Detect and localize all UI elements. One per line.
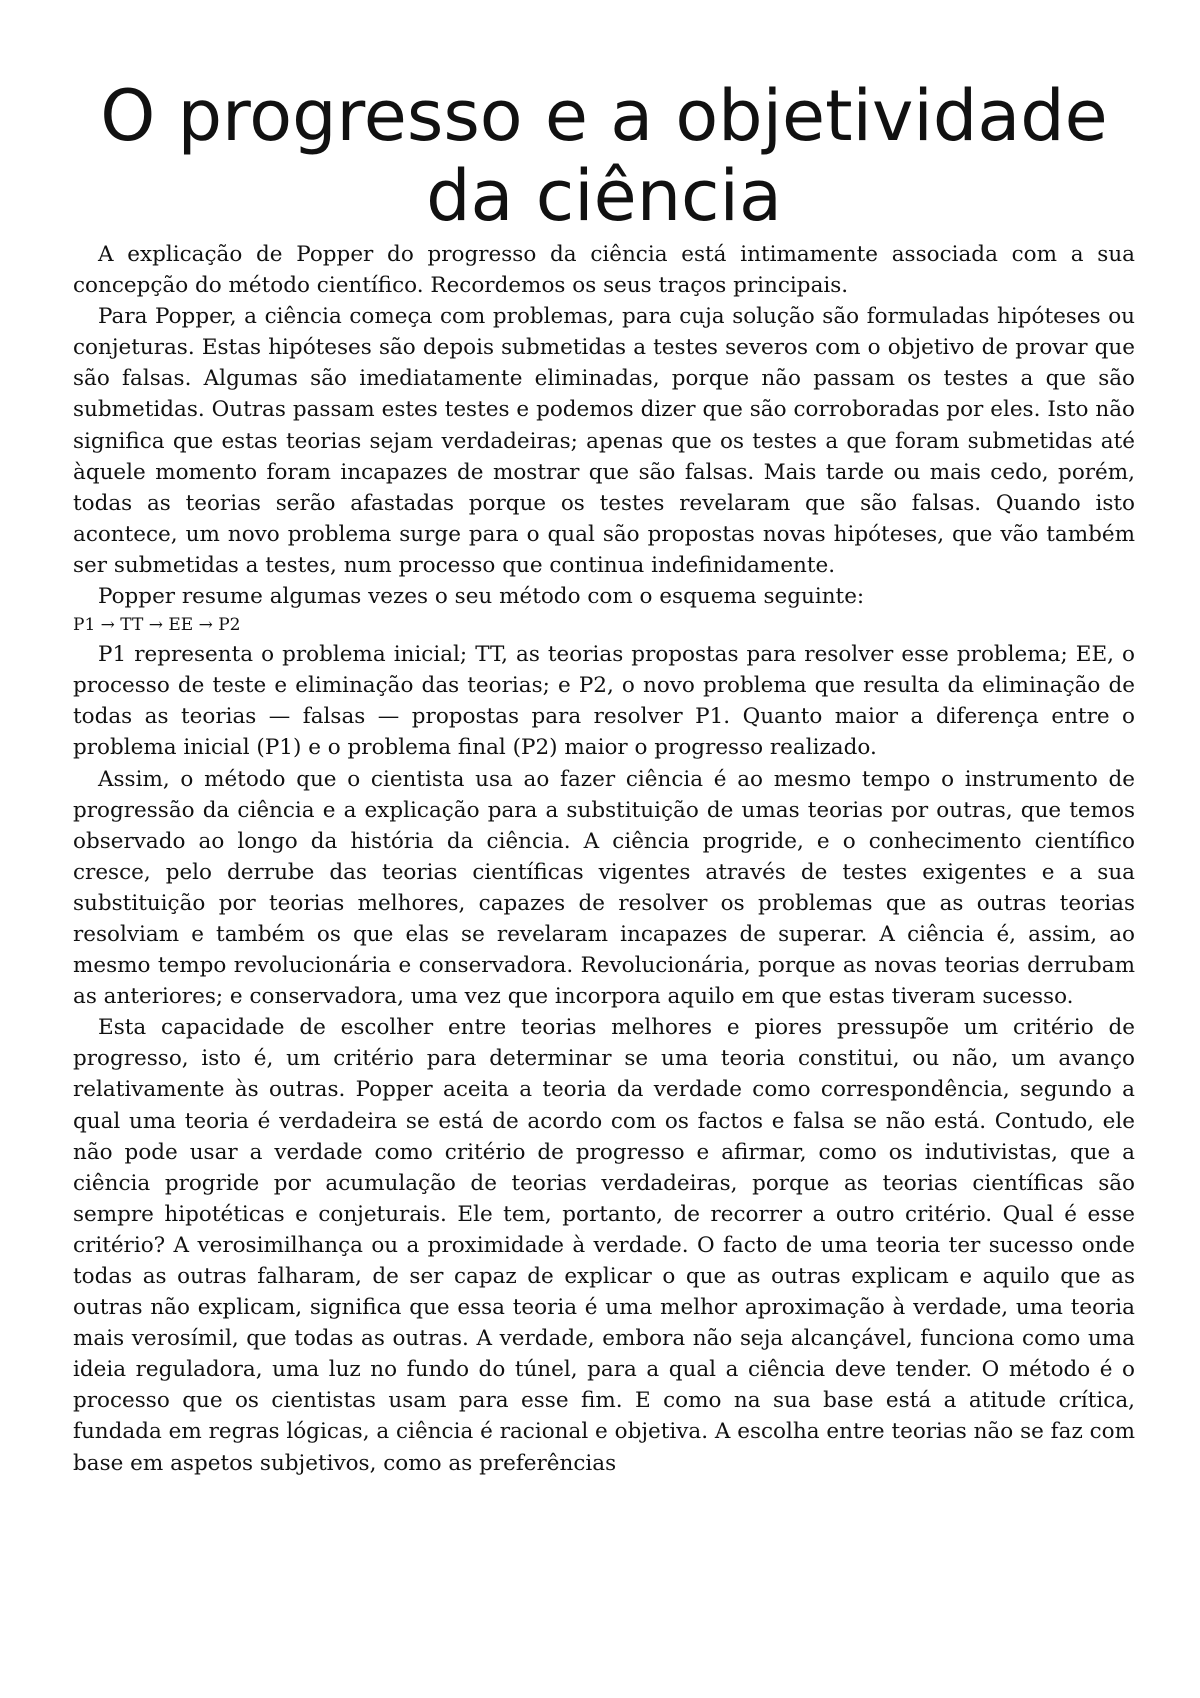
paragraph-method: Para Popper, a ciência começa com problemas, para cuja solução são formuladas hipóteses ou conjeturas. Estas hipóteses são depois submetidas a testes severos com o objetivo de provar que são falsas. Algumas são imediatamente eliminadas, porque não passam os testes a que são submetidas. Outras passam estes testes e podemos dizer que são corroboradas por eles. Isto não significa que estas teorias sejam verdadeiras; apenas que os testes a que foram submetidas até àquele momento foram incapazes de mostrar que são falsas. Mais tarde ou mais cedo, porém, todas as teorias serão afastadas porque os testes revelaram que são falsas. Quando isto acontece, um novo problema surge para o qual são propostas novas hipóteses, que vão também ser submetidas a testes, num processo que continua indefinidamente. [73, 304, 1135, 578]
scheme-formula: P1 → TT → EE → P2 [73, 615, 241, 636]
paragraph-scheme-explanation: P1 representa o problema inicial; TT, as teorias propostas para resolver esse problema; EE, o processo de teste e eliminação das teorias; e P2, o novo problema que resulta da eliminação de todas as teorias — falsas — propostas para resolver P1. Quanto maior a diferença entre o problema inicial (P1) e o problema final (P2) maior o progresso realizado. [73, 642, 1135, 761]
paragraph-scheme-intro: Popper resume algumas vezes o seu método com o esquema seguinte: [98, 584, 865, 610]
document-title: O progresso e a objetividade da ciência [100, 75, 1108, 237]
paragraph-criterion: Esta capacidade de escolher entre teorias melhores e piores pressupõe um critério de progresso, isto é, um critério para determinar se uma teoria constitui, ou não, um avanço relativamente às outras. Popper aceita a teoria da verdade como correspondência, segundo a qual uma teoria é verdadeira se está de acordo com os factos e falsa se não está. Contudo, ele não pode usar a verdade como critério de progresso e afirmar, como os indutivistas, que a ciência progride por acumulação de teorias verdadeiras, porque as teorias científicas são sempre hipotéticas e conjeturais. Ele tem, portanto, de recorrer a outro critério. Qual é esse critério? A verosimilhança ou a proximidade à verdade. O facto de uma teoria ter sucesso onde todas as outras falharam, de ser capaz de explicar o que as outras explicam e aquilo que as outras não explicam, significa que essa teoria é uma melhor aproximação à verdade, uma teoria mais verosímil, que todas as outras. A verdade, embora não seja alcançável, funciona como uma ideia reguladora, uma luz no fundo do túnel, para a qual a ciência deve tender. O método é o processo que os cientistas usam para esse fim. E como na sua base está a atitude crítica, fundada em regras lógicas, a ciência é racional e objetiva. A escolha entre teorias não se faz com base em aspetos subjetivos, como as preferências [73, 1015, 1135, 1476]
paragraph-progression: Assim, o método que o cientista usa ao fazer ciência é ao mesmo tempo o instrumento de progressão da ciência e a explicação para a substituição de umas teorias por outras, que temos observado ao longo da história da ciência. A ciência progride, e o conhecimento científico cresce, pelo derrube das teorias científicas vigentes através de testes exigentes e a sua substituição por teorias melhores, capazes de resolver os problemas que as outras teorias resolviam e também os que elas se revelaram incapazes de superar. A ciência é, assim, ao mesmo tempo revolucionária e conservadora. Revolucionária, porque as novas teorias derrubam as anteriores; e conservadora, uma vez que incorpora aquilo em que estas tiveram sucesso. [73, 766, 1135, 1010]
paragraph-intro: A explicação de Popper do progresso da ciência está intimamente associada com a sua concepção do método científico. Recordemos os seus traços principais. [73, 242, 1135, 299]
document-page [73, 0, 1135, 1698]
document-body [73, 239, 1135, 1479]
